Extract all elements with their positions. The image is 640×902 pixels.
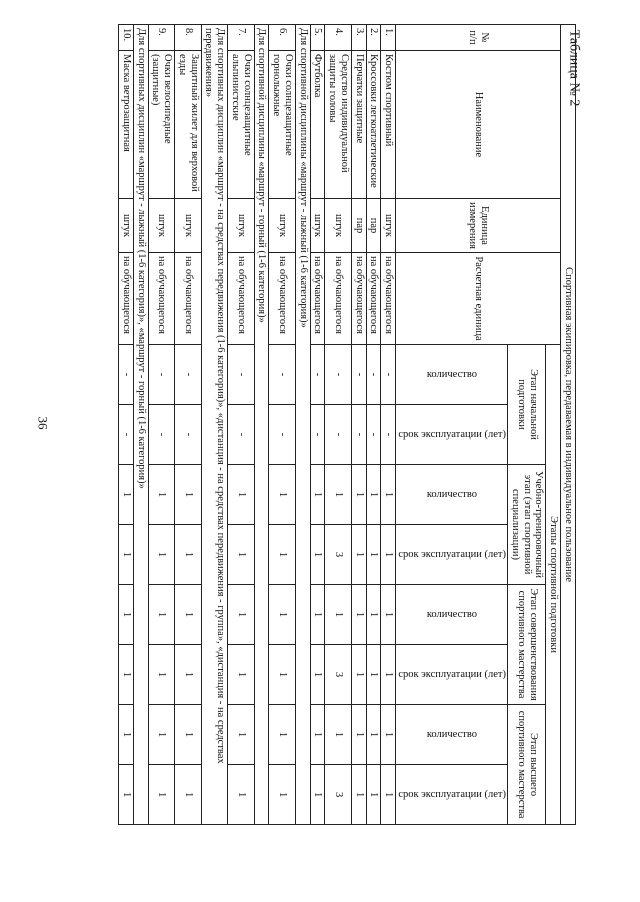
- section-heading-row: [201, 25, 228, 825]
- term-cell: 1: [310, 525, 325, 585]
- header-stage-3: Этап совершенствования спортивного мастерства: [508, 585, 546, 705]
- header-term: срок эксплуатации (лет): [396, 405, 508, 465]
- item-unit: штук: [148, 199, 175, 253]
- term-cell: 1: [148, 645, 175, 705]
- item-unit: штук: [175, 199, 202, 253]
- item-name: Средство индивидуальной защиты головы: [325, 51, 352, 199]
- term-cell: -: [269, 405, 296, 465]
- term-cell: 1: [310, 645, 325, 705]
- table-body: [119, 25, 396, 825]
- qty-cell: 1: [381, 465, 396, 525]
- qty-cell: 1: [269, 585, 296, 645]
- row-number: 2.: [366, 25, 381, 51]
- header-term: срок эксплуатации (лет): [396, 645, 508, 705]
- qty-cell: 1: [310, 465, 325, 525]
- qty-cell: -: [325, 345, 352, 405]
- qty-cell: 1: [352, 465, 367, 525]
- table-header: [396, 25, 576, 825]
- qty-cell: 1: [228, 705, 255, 765]
- header-qty: количество: [396, 345, 508, 405]
- table-row: [228, 25, 255, 825]
- qty-cell: 1: [119, 705, 134, 765]
- header-qty: количество: [396, 705, 508, 765]
- qty-cell: 1: [119, 585, 134, 645]
- term-cell: 1: [310, 765, 325, 825]
- item-calc-unit: на обучающегося: [352, 253, 367, 345]
- qty-cell: 1: [352, 705, 367, 765]
- table-row: [310, 25, 325, 825]
- qty-cell: 1: [119, 465, 134, 525]
- qty-cell: 1: [148, 465, 175, 525]
- item-unit: штук: [325, 199, 352, 253]
- term-cell: 1: [148, 765, 175, 825]
- table-row: [175, 25, 202, 825]
- table-row: [352, 25, 367, 825]
- qty-cell: 1: [366, 585, 381, 645]
- qty-cell: -: [381, 345, 396, 405]
- term-cell: 1: [228, 525, 255, 585]
- qty-cell: 1: [269, 705, 296, 765]
- item-calc-unit: на обучающегося: [269, 253, 296, 345]
- header-term: срок эксплуатации (лет): [396, 525, 508, 585]
- item-unit: штук: [119, 199, 134, 253]
- qty-cell: 1: [175, 705, 202, 765]
- term-cell: 1: [228, 765, 255, 825]
- term-cell: 1: [228, 645, 255, 705]
- table-row: [269, 25, 296, 825]
- item-name: Костюм спортивный: [381, 51, 396, 199]
- term-cell: 3: [325, 765, 352, 825]
- term-cell: -: [175, 405, 202, 465]
- qty-cell: -: [269, 345, 296, 405]
- item-calc-unit: на обучающегося: [148, 253, 175, 345]
- row-number: 3.: [352, 25, 367, 51]
- row-number: 5.: [310, 25, 325, 51]
- item-name: Очки солнцезащитные горнолыжные: [269, 51, 296, 199]
- term-cell: 1: [119, 525, 134, 585]
- equipment-table: [118, 24, 576, 825]
- term-cell: 1: [175, 645, 202, 705]
- item-name: Перчатки защитные: [352, 51, 367, 199]
- row-number: 4.: [325, 25, 352, 51]
- item-unit: штук: [269, 199, 296, 253]
- section-heading-row: [134, 25, 149, 825]
- term-cell: 1: [175, 525, 202, 585]
- term-cell: 1: [119, 765, 134, 825]
- item-name: Очки велосипедные (защитные): [148, 51, 175, 199]
- section-heading: Для спортивной дисциплины «маршрут - лыжный (1-6 категория)»: [296, 25, 311, 825]
- item-unit: пар: [352, 199, 367, 253]
- qty-cell: 1: [175, 465, 202, 525]
- qty-cell: 1: [325, 585, 352, 645]
- term-cell: -: [310, 405, 325, 465]
- header-calc-unit: Расчетная единица: [396, 253, 561, 345]
- item-calc-unit: на обучающегося: [366, 253, 381, 345]
- header-term: срок эксплуатации (лет): [396, 765, 508, 825]
- rotated-table-container: [96, 24, 576, 824]
- row-number: 8.: [175, 25, 202, 51]
- item-name: Маска ветрозащитная: [119, 51, 134, 199]
- qty-cell: 1: [366, 465, 381, 525]
- header-stage-4: Этап высшего спортивного мастерства: [508, 705, 546, 825]
- header-qty: количество: [396, 585, 508, 645]
- item-calc-unit: на обучающегося: [119, 253, 134, 345]
- qty-cell: -: [352, 345, 367, 405]
- term-cell: 1: [269, 765, 296, 825]
- table-row: [148, 25, 175, 825]
- page-number: 36: [35, 416, 51, 430]
- item-name: Футболка: [310, 51, 325, 199]
- term-cell: -: [148, 405, 175, 465]
- table-label: Таблица № 2: [566, 29, 582, 107]
- header-stage-1: Этап начальной подготовки: [508, 345, 546, 465]
- term-cell: -: [325, 405, 352, 465]
- table-row: [325, 25, 352, 825]
- section-heading: Для спортивных дисциплин «маршрут - лыжный (1-6 категория)», «маршрут - горный (1-6 категория)»: [134, 25, 149, 825]
- qty-cell: -: [228, 345, 255, 405]
- header-stages-title: Этапы спортивной подготовки: [546, 345, 561, 825]
- term-cell: 3: [325, 525, 352, 585]
- qty-cell: 1: [269, 465, 296, 525]
- item-unit: штук: [310, 199, 325, 253]
- term-cell: 1: [352, 645, 367, 705]
- row-number: 7.: [228, 25, 255, 51]
- item-calc-unit: на обучающегося: [310, 253, 325, 345]
- qty-cell: 1: [310, 705, 325, 765]
- qty-cell: -: [148, 345, 175, 405]
- row-number: 9.: [148, 25, 175, 51]
- term-cell: 3: [325, 645, 352, 705]
- row-number: 10.: [119, 25, 134, 51]
- section-heading-row: [254, 25, 269, 825]
- qty-cell: 1: [325, 465, 352, 525]
- qty-cell: 1: [148, 585, 175, 645]
- term-cell: 1: [352, 525, 367, 585]
- qty-cell: 1: [175, 585, 202, 645]
- item-name: Защитный жилет для верховой езды: [175, 51, 202, 199]
- item-calc-unit: на обучающегося: [381, 253, 396, 345]
- header-unit: Единица измерения: [396, 199, 561, 253]
- term-cell: -: [381, 405, 396, 465]
- header-stage-2: Учебно-тренировочный этап (этап спортивной специализации): [508, 465, 546, 585]
- item-calc-unit: на обучающегося: [175, 253, 202, 345]
- section-heading: Для спортивных дисциплин «маршрут - на средствах передвижения (1-6 категория)», «дистанция - на средствах передвижения - группа», «дистанция - на средствах передвижения»: [201, 25, 228, 825]
- section-heading: Для спортивной дисциплины «маршрут - горный (1-6 категория)»: [254, 25, 269, 825]
- qty-cell: -: [366, 345, 381, 405]
- term-cell: 1: [119, 645, 134, 705]
- term-cell: 1: [269, 525, 296, 585]
- term-cell: 1: [366, 525, 381, 585]
- term-cell: 1: [269, 645, 296, 705]
- qty-cell: 1: [381, 705, 396, 765]
- term-cell: -: [119, 405, 134, 465]
- item-calc-unit: на обучающегося: [228, 253, 255, 345]
- item-name: Очки солнцезащитные альпинистские: [228, 51, 255, 199]
- table-row: [366, 25, 381, 825]
- term-cell: 1: [366, 765, 381, 825]
- qty-cell: 1: [228, 465, 255, 525]
- term-cell: 1: [352, 765, 367, 825]
- term-cell: 1: [381, 645, 396, 705]
- header-top-title: Спортивная экипировка, передаваемая в индивидуальное пользование: [561, 25, 576, 825]
- item-unit: штук: [381, 199, 396, 253]
- item-unit: штук: [228, 199, 255, 253]
- term-cell: 1: [366, 645, 381, 705]
- item-name: Кроссовки легкоатлетические: [366, 51, 381, 199]
- qty-cell: -: [175, 345, 202, 405]
- section-heading-row: [296, 25, 311, 825]
- header-qty: количество: [396, 465, 508, 525]
- term-cell: 1: [175, 765, 202, 825]
- qty-cell: 1: [148, 705, 175, 765]
- item-calc-unit: на обучающегося: [325, 253, 352, 345]
- qty-cell: 1: [325, 705, 352, 765]
- term-cell: -: [352, 405, 367, 465]
- term-cell: 1: [381, 525, 396, 585]
- qty-cell: 1: [228, 585, 255, 645]
- term-cell: 1: [381, 765, 396, 825]
- row-number: 1.: [381, 25, 396, 51]
- table-row: [119, 25, 134, 825]
- qty-cell: 1: [366, 705, 381, 765]
- qty-cell: 1: [381, 585, 396, 645]
- qty-cell: -: [310, 345, 325, 405]
- term-cell: 1: [148, 525, 175, 585]
- qty-cell: -: [119, 345, 134, 405]
- term-cell: -: [228, 405, 255, 465]
- header-name: Наименование: [396, 51, 561, 199]
- qty-cell: 1: [310, 585, 325, 645]
- term-cell: -: [366, 405, 381, 465]
- item-unit: пар: [366, 199, 381, 253]
- row-number: 6.: [269, 25, 296, 51]
- qty-cell: 1: [352, 585, 367, 645]
- header-num: № п/п: [396, 25, 561, 51]
- table-row: [381, 25, 396, 825]
